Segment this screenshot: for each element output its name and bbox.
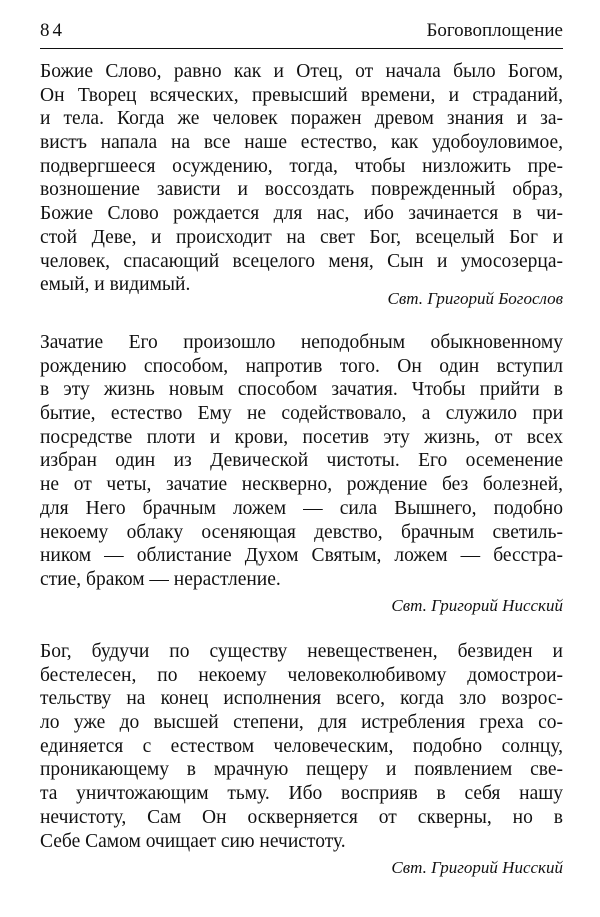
text-line: человек, спасающий всецелого меня, Сын и умосозерца- bbox=[40, 250, 563, 272]
text-line: бестелесен, по некоему человеколюбивому домострои- bbox=[40, 664, 563, 686]
text-line: стой Деве, и происходит на свет Бог, всецелый Бог и bbox=[40, 226, 563, 248]
running-title: Боговоплощение bbox=[426, 20, 563, 41]
text-line: избран один из Девической чистоты. Его осеменение bbox=[40, 450, 563, 472]
text-line: некоему облаку осеняющая девство, брачным светиль- bbox=[40, 521, 563, 543]
quote-attribution-3: Свт. Григорий Нисский bbox=[391, 858, 563, 877]
text-line: Бог, будучи по существу невещественен, безвиден и bbox=[40, 641, 563, 662]
quote-attribution-2: Свт. Григорий Нисский bbox=[391, 596, 563, 615]
text-line: и тела. Когда же человек поражен древом знания и за- bbox=[40, 108, 563, 130]
text-line: Божие Слово, равно как и Отец, от начала было Богом, bbox=[40, 61, 563, 82]
text-line: Божие Слово рождается для нас, ибо зачинается в чи- bbox=[40, 203, 563, 225]
quote-attribution-1: Свт. Григорий Богослов bbox=[387, 289, 563, 308]
text-line: нечистоту, Сам Он оскверняется от скверны, но в bbox=[40, 806, 563, 828]
text-line: стие, браком — нерастление. bbox=[40, 568, 281, 590]
text-line: рождению способом, напротив того. Он один вступил bbox=[40, 355, 563, 377]
quote-paragraph-3 bbox=[40, 640, 563, 853]
text-line: бытие, естество Ему не содействовало, а служило при bbox=[40, 403, 563, 425]
text-line: возношение зависти и воссоздать поврежденный образ, bbox=[40, 179, 563, 201]
text-line: подвергшееся осуждению, тогда, чтобы низложить пре- bbox=[40, 155, 563, 177]
page-number: 84 bbox=[40, 20, 65, 41]
text-line: ником — облистание Духом Святым, ложем — бесстра- bbox=[40, 545, 563, 567]
text-line: вистъ напала на все наше естество, как удобоуловимое, bbox=[40, 132, 563, 154]
text-line: емый, и видимый. bbox=[40, 274, 191, 296]
text-line: посредстве плоти и крови, посетив эту жизнь, от всех bbox=[40, 426, 563, 448]
text-line: та уничтожающим тьму. Ибо восприяв в себя нашу bbox=[40, 783, 563, 805]
text-line: Себе Самом очищает сию нечистоту. bbox=[40, 830, 346, 852]
running-header bbox=[40, 18, 563, 49]
quote-paragraph-1 bbox=[40, 60, 563, 297]
text-line: единяется с естеством человеческим, подобно солнцу, bbox=[40, 735, 563, 757]
text-line: проникающему в мрачную пещеру и появлением све- bbox=[40, 759, 563, 781]
text-line: в эту жизнь новым способом зачатия. Чтобы прийти в bbox=[40, 379, 563, 401]
text-line: тельству на конец исполнения всего, когда зло возрос- bbox=[40, 688, 563, 710]
text-line: Зачатие Его произошло неподобным обыкновенному bbox=[40, 332, 563, 353]
text-line: ло уже до высшей степени, для истребления греха со- bbox=[40, 712, 563, 734]
quote-paragraph-2 bbox=[40, 331, 563, 592]
text-line: для Него брачным ложем — сила Вышнего, подобно bbox=[40, 497, 563, 519]
text-line: не от четы, зачатие нескверно, рождение без болезней, bbox=[40, 474, 563, 496]
text-line: Он Творец всяческих, превысший времени, и страданий, bbox=[40, 84, 563, 106]
